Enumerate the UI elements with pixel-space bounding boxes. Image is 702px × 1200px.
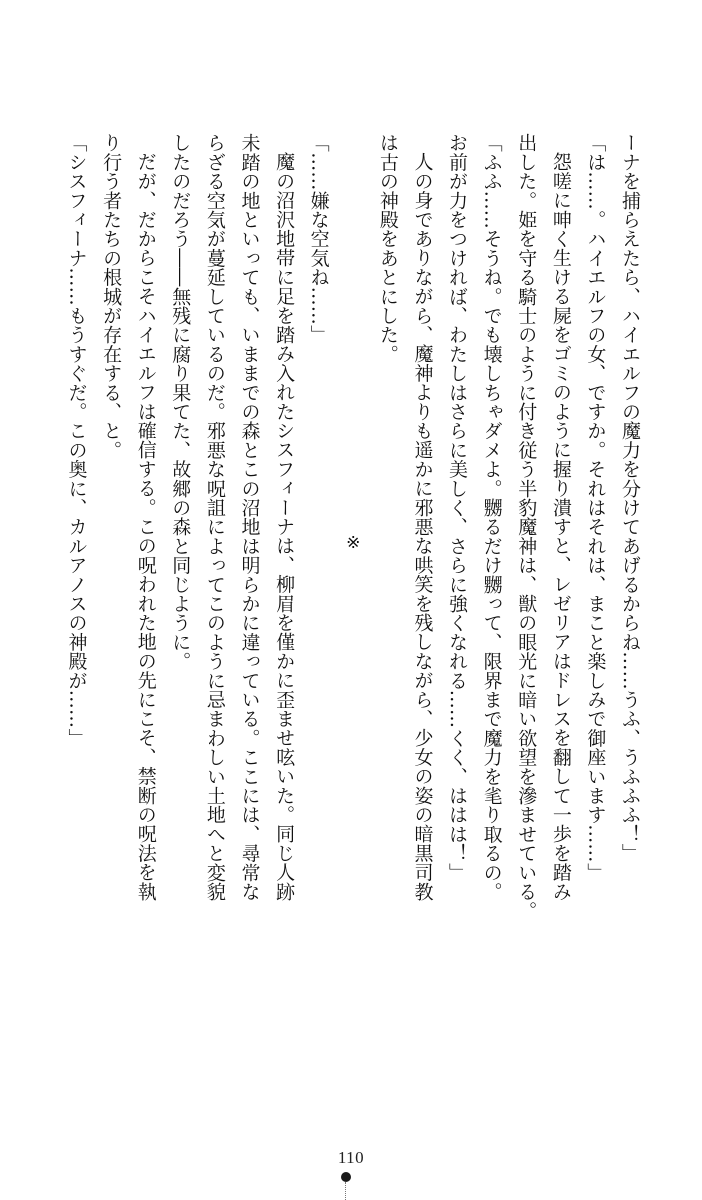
text-line: らざる空気が蔓延しているのだ。邪悪な呪詛によってこのように忌まわしい土地へと変貌	[203, 133, 226, 901]
text-line: 魔の沼沢地帯に足を踏み入れたシスフィーナは、柳眉を僅かに歪ませ呟いた。同じ人跡	[273, 152, 296, 901]
text-line: り行う者たちの根城が存在する、と。	[100, 133, 123, 460]
text-line: 「シスフィーナ……もうすぐだ。この奥に、カルアノスの神殿が……」	[65, 133, 88, 748]
text-line: お前が力をつければ、わたしはさらに美しく、さらに強くなれる……くく、ははは！」	[446, 133, 469, 882]
page-number: 110	[337, 1148, 365, 1167]
text-line: 「……嫌な空気ね……」	[307, 133, 330, 345]
page-ornament-line	[345, 1182, 347, 1200]
text-line: 怨嗟に呻く生ける屍をゴミのように握り潰すと、レゼリアはドレスを翻して一歩を踏み	[549, 152, 572, 901]
text-line: 「ふふ……そうね。でも壊しちゃダメよ。嬲るだけ嬲って、限界まで魔力を毟り取るの。	[480, 133, 503, 901]
text-line: 未踏の地といっても、いままでの森とこの沼地は明らかに違っている。ここには、尋常な	[238, 133, 261, 901]
text-line: 人の身でありながら、魔神よりも遥かに邪悪な哄笑を残しながら、少女の姿の暗黒司教	[411, 152, 434, 901]
text-line: したのだろう――無残に腐り果てた、故郷の森と同じように。	[169, 133, 192, 671]
text-line: は古の神殿をあとにした。	[376, 133, 399, 364]
section-separator: ※	[343, 533, 364, 554]
text-line: 出した。姫を守る騎士のように付き従う半豹魔神は、獣の眼光に暗い欲望を滲ませている。	[515, 133, 538, 921]
vertical-text-body	[59, 133, 647, 963]
text-line: だが、だからこそハイエルフは確信する。この呪われた地の先にこそ、禁断の呪法を執	[134, 152, 157, 901]
page-ornament-dot-icon	[341, 1172, 351, 1182]
text-line: 「は……。ハイエルフの女、ですか。それはそれは、まこと楽しみで御座います……」	[584, 133, 607, 882]
text-line: ーナを捕らえたら、ハイエルフの魔力を分けてあげるからね……うふ、うふふふ！」	[619, 133, 641, 863]
